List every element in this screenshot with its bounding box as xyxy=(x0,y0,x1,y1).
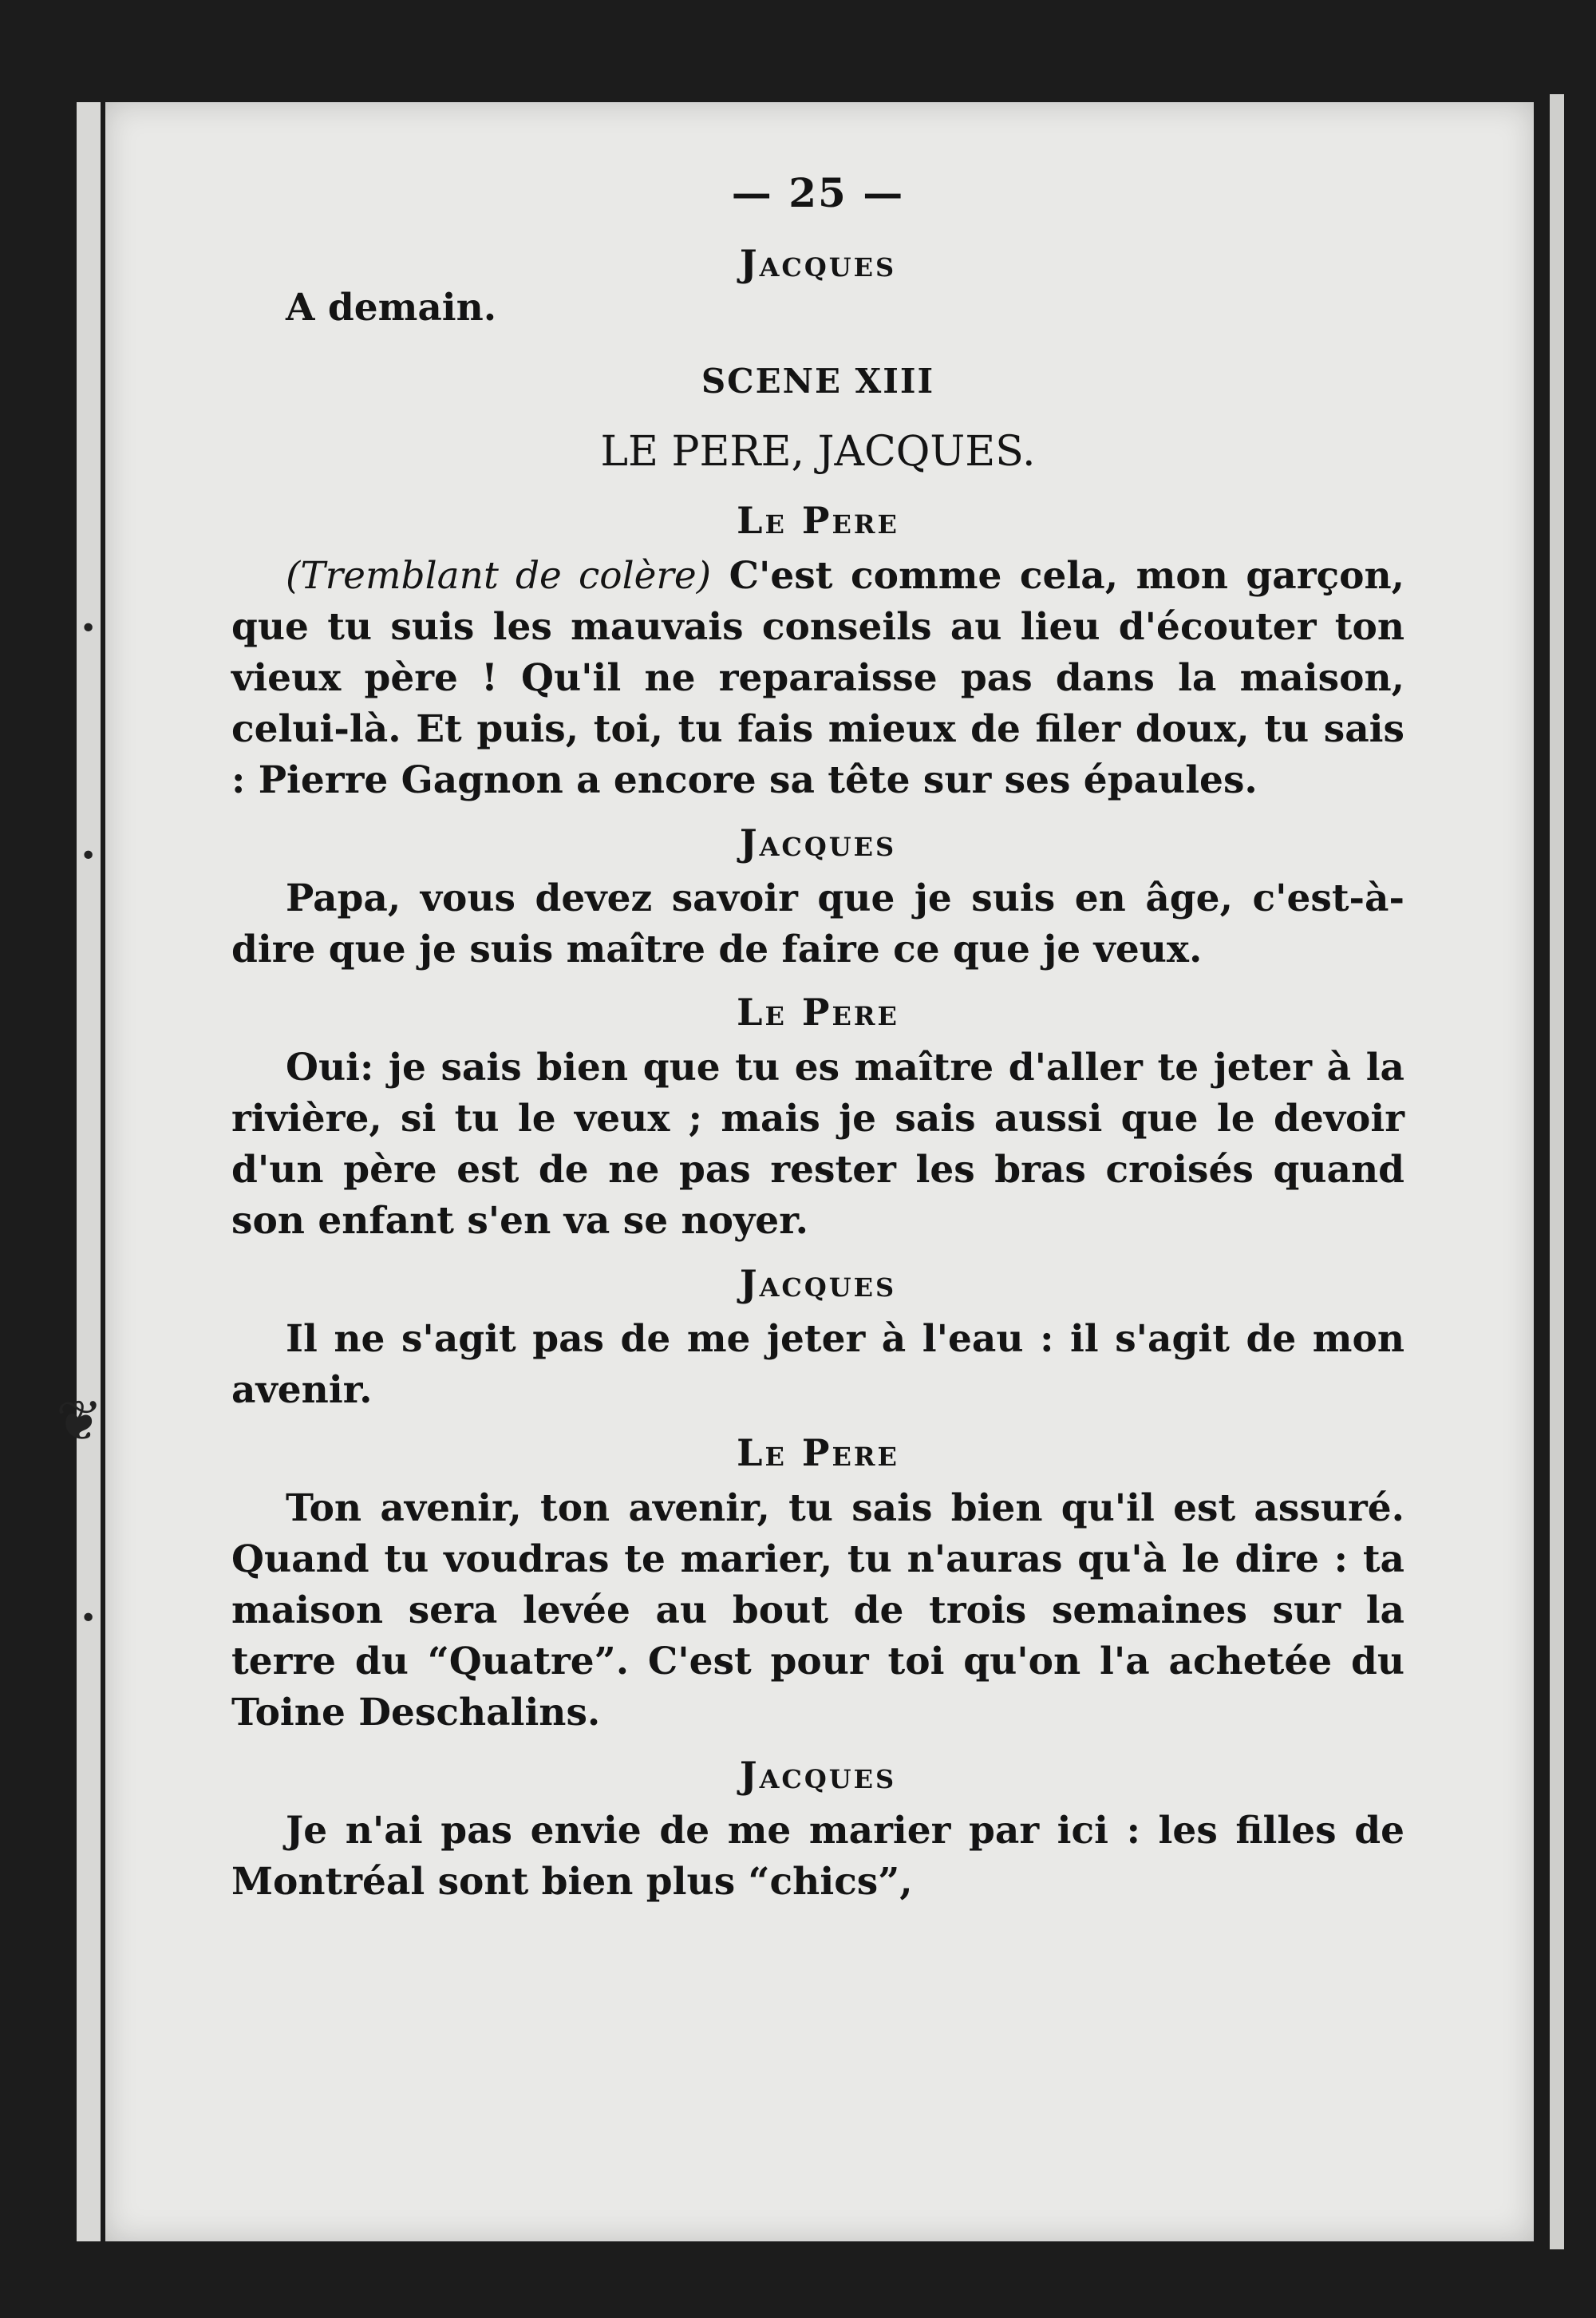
margin-mark: • xyxy=(80,612,97,645)
speaker-name: Jacques xyxy=(739,1754,897,1797)
dialogue-text: Papa, vous devez savoir que je suis en âge, c'est-à-dire que je suis maître de faire ce que je veux. xyxy=(231,876,1404,971)
speaker-name: Le Pere xyxy=(737,1431,899,1474)
dialogue-text: A demain. xyxy=(286,286,497,330)
dialogue-text: Ton avenir, ton avenir, tu sais bien qu'il est assuré. Quand tu voudras te marier, tu n'auras qu'à le dire : ta maison sera levée au bout de trois semaines sur la terre du “Quatre”. C'est pour toi qu'on l'a achetée du Toine Deschalins. xyxy=(231,1486,1404,1735)
page-edge xyxy=(1550,94,1564,2249)
speaker-name: Le Pere xyxy=(737,499,899,542)
scene-characters: LE PERE, JACQUES. xyxy=(600,428,1036,476)
dialogue-text: Je n'ai pas envie de me marier par ici : les filles de Montréal sont bien plus “chics”, xyxy=(231,1809,1404,1904)
margin-ornament: ❦ xyxy=(56,1388,103,1454)
binding-line xyxy=(101,102,105,2241)
scene-heading: SCENE XIII xyxy=(701,362,935,401)
dialogue-text: Oui: je sais bien que tu es maître d'aller te jeter à la rivière, si tu le veux ; mais je sais aussi que le devoir d'un père est de ne pas rester les bras croisés quand son enfant s'en va se noyer. xyxy=(231,1046,1404,1243)
speaker-name: Jacques xyxy=(739,821,897,864)
dialogue-text: (Tremblant de colère) C'est comme cela, mon garçon, que tu suis les mauvais conseils au lieu d'écouter ton vieux père ! Qu'il ne reparaisse pas dans la maison, celui-là. Et puis, toi, tu fais mieux de filer doux, tu sais : Pierre Gagnon a encore sa tête sur ses épaules. xyxy=(231,554,1404,802)
speaker-name: Jacques xyxy=(739,1262,897,1305)
speaker-name: Jacques xyxy=(739,242,897,285)
margin-mark: • xyxy=(80,1602,97,1635)
page-number: — 25 — xyxy=(731,169,905,216)
dialogue-text: Il ne s'agit pas de me jeter à l'eau : il s'agit de mon avenir. xyxy=(231,1317,1404,1412)
page-text xyxy=(231,168,1404,1919)
stage-direction: (Tremblant de colère) xyxy=(286,554,712,598)
speaker-name: Le Pere xyxy=(737,991,899,1034)
margin-mark: • xyxy=(80,840,97,872)
